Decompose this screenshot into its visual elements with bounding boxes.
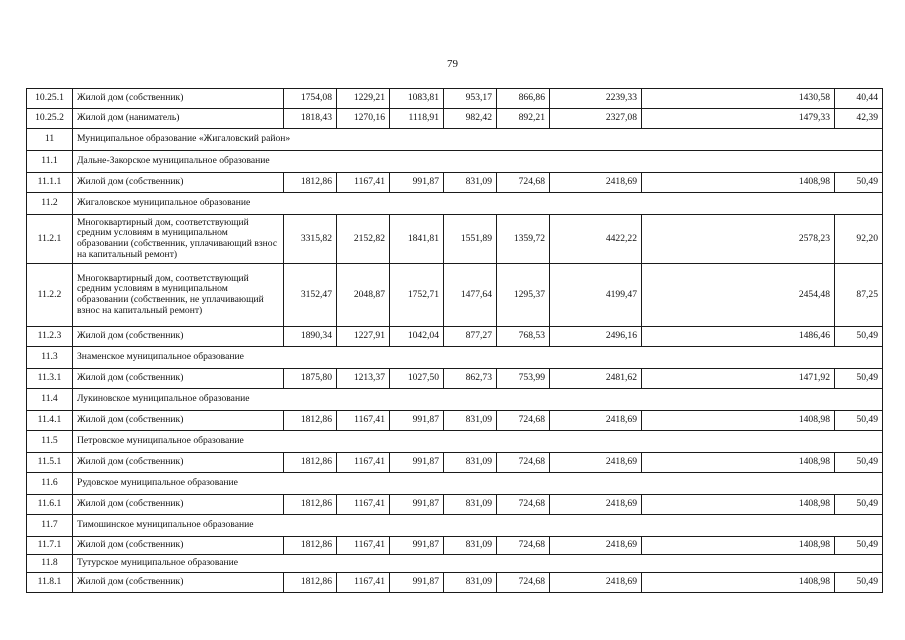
row-name: Жилой дом (собственник): [73, 89, 284, 109]
table-row: [27, 109, 883, 129]
row-name: Жилой дом (собственник): [73, 537, 284, 555]
section-title: Рудовское муниципальное образование: [73, 473, 883, 495]
value-cell: 1430,58: [642, 89, 835, 109]
value-cell: 1167,41: [337, 411, 390, 431]
value-cell: 40,44: [835, 89, 883, 109]
tariff-table: [26, 88, 883, 593]
section-title: Муниципальное образование «Жигаловский район»: [73, 129, 883, 151]
value-cell: 724,68: [497, 537, 550, 555]
value-cell: 2418,69: [550, 411, 642, 431]
value-cell: 4422,22: [550, 215, 642, 264]
value-cell: 1812,86: [284, 411, 337, 431]
value-cell: 50,49: [835, 327, 883, 347]
table-row: [27, 453, 883, 473]
value-cell: 1167,41: [337, 495, 390, 515]
value-cell: 1812,86: [284, 573, 337, 593]
table-body: [27, 89, 883, 593]
value-cell: 3152,47: [284, 264, 337, 327]
row-name: Жилой дом (собственник): [73, 173, 284, 193]
table-row: [27, 537, 883, 555]
value-cell: 1812,86: [284, 495, 337, 515]
value-cell: 1167,41: [337, 173, 390, 193]
value-cell: 1841,81: [390, 215, 444, 264]
value-cell: 1479,33: [642, 109, 835, 129]
section-row: [27, 515, 883, 537]
value-cell: 1408,98: [642, 573, 835, 593]
value-cell: 866,86: [497, 89, 550, 109]
row-name: Жилой дом (наниматель): [73, 109, 284, 129]
value-cell: 753,99: [497, 369, 550, 389]
value-cell: 1027,50: [390, 369, 444, 389]
value-cell: 1754,08: [284, 89, 337, 109]
row-code: 11.7.1: [27, 537, 73, 555]
row-code: 11.3: [27, 347, 73, 369]
row-code: 11.5: [27, 431, 73, 453]
section-row: [27, 129, 883, 151]
value-cell: 42,39: [835, 109, 883, 129]
value-cell: 2481,62: [550, 369, 642, 389]
value-cell: 3315,82: [284, 215, 337, 264]
row-name: Многоквартирный дом, соответствующий средним условиям в муниципальном образовании (собственник, уплачивающий взнос на капитальный ремонт): [73, 215, 284, 264]
value-cell: 1812,86: [284, 453, 337, 473]
value-cell: 724,68: [497, 495, 550, 515]
table-row: [27, 411, 883, 431]
section-row: [27, 193, 883, 215]
value-cell: 50,49: [835, 537, 883, 555]
value-cell: 92,20: [835, 215, 883, 264]
row-code: 10.25.2: [27, 109, 73, 129]
value-cell: 2578,23: [642, 215, 835, 264]
value-cell: 1229,21: [337, 89, 390, 109]
value-cell: 1408,98: [642, 173, 835, 193]
row-name: Жилой дом (собственник): [73, 573, 284, 593]
value-cell: 1295,37: [497, 264, 550, 327]
row-name: Жилой дом (собственник): [73, 495, 284, 515]
value-cell: 982,42: [444, 109, 497, 129]
value-cell: 1213,37: [337, 369, 390, 389]
value-cell: 1227,91: [337, 327, 390, 347]
section-title: Тутурское муниципальное образование: [73, 555, 883, 573]
value-cell: 831,09: [444, 453, 497, 473]
row-code: 11.2.1: [27, 215, 73, 264]
table-row: [27, 173, 883, 193]
value-cell: 831,09: [444, 173, 497, 193]
page-number: 79: [447, 58, 458, 70]
row-code: 11.2.2: [27, 264, 73, 327]
row-code: 11.3.1: [27, 369, 73, 389]
value-cell: 892,21: [497, 109, 550, 129]
value-cell: 831,09: [444, 573, 497, 593]
value-cell: 1818,43: [284, 109, 337, 129]
row-code: 11.8: [27, 555, 73, 573]
value-cell: 2496,16: [550, 327, 642, 347]
section-title: Петровское муниципальное образование: [73, 431, 883, 453]
table-row: [27, 215, 883, 264]
row-code: 11: [27, 129, 73, 151]
row-name: Жилой дом (собственник): [73, 453, 284, 473]
value-cell: 724,68: [497, 453, 550, 473]
value-cell: 831,09: [444, 411, 497, 431]
value-cell: 2152,82: [337, 215, 390, 264]
value-cell: 1890,34: [284, 327, 337, 347]
value-cell: 1118,91: [390, 109, 444, 129]
value-cell: 1270,16: [337, 109, 390, 129]
value-cell: 768,53: [497, 327, 550, 347]
value-cell: 1083,81: [390, 89, 444, 109]
value-cell: 1486,46: [642, 327, 835, 347]
value-cell: 4199,47: [550, 264, 642, 327]
value-cell: 2454,48: [642, 264, 835, 327]
value-cell: 953,17: [444, 89, 497, 109]
row-code: 11.4.1: [27, 411, 73, 431]
row-code: 10.25.1: [27, 89, 73, 109]
value-cell: 1042,04: [390, 327, 444, 347]
value-cell: 2418,69: [550, 537, 642, 555]
value-cell: 724,68: [497, 411, 550, 431]
value-cell: 1812,86: [284, 537, 337, 555]
section-row: [27, 555, 883, 573]
row-code: 11.2: [27, 193, 73, 215]
value-cell: 991,87: [390, 495, 444, 515]
value-cell: 991,87: [390, 411, 444, 431]
value-cell: 1551,89: [444, 215, 497, 264]
row-code: 11.8.1: [27, 573, 73, 593]
value-cell: 862,73: [444, 369, 497, 389]
section-title: Жигаловское муниципальное образование: [73, 193, 883, 215]
table-row: [27, 264, 883, 327]
table-row: [27, 327, 883, 347]
section-title: Дальне-Закорское муниципальное образование: [73, 151, 883, 173]
section-title: Лукиновское муниципальное образование: [73, 389, 883, 411]
table-row: [27, 495, 883, 515]
value-cell: 1408,98: [642, 537, 835, 555]
value-cell: 831,09: [444, 495, 497, 515]
value-cell: 50,49: [835, 173, 883, 193]
value-cell: 2418,69: [550, 495, 642, 515]
row-code: 11.4: [27, 389, 73, 411]
value-cell: 991,87: [390, 573, 444, 593]
section-row: [27, 151, 883, 173]
value-cell: 724,68: [497, 173, 550, 193]
row-code: 11.5.1: [27, 453, 73, 473]
row-code: 11.1: [27, 151, 73, 173]
value-cell: 2418,69: [550, 173, 642, 193]
section-row: [27, 347, 883, 369]
value-cell: 87,25: [835, 264, 883, 327]
value-cell: 1471,92: [642, 369, 835, 389]
value-cell: 1408,98: [642, 453, 835, 473]
value-cell: 1408,98: [642, 411, 835, 431]
row-name: Жилой дом (собственник): [73, 327, 284, 347]
value-cell: 2327,08: [550, 109, 642, 129]
section-title: Знаменское муниципальное образование: [73, 347, 883, 369]
value-cell: 50,49: [835, 495, 883, 515]
value-cell: 2239,33: [550, 89, 642, 109]
value-cell: 1477,64: [444, 264, 497, 327]
section-row: [27, 431, 883, 453]
row-name: Жилой дом (собственник): [73, 411, 284, 431]
value-cell: 2048,87: [337, 264, 390, 327]
value-cell: 991,87: [390, 173, 444, 193]
value-cell: 50,49: [835, 453, 883, 473]
value-cell: 50,49: [835, 411, 883, 431]
row-name: Жилой дом (собственник): [73, 369, 284, 389]
table-row: [27, 573, 883, 593]
section-title: Тимошинское муниципальное образование: [73, 515, 883, 537]
value-cell: 991,87: [390, 537, 444, 555]
value-cell: 1359,72: [497, 215, 550, 264]
value-cell: 1167,41: [337, 573, 390, 593]
value-cell: 1875,80: [284, 369, 337, 389]
row-name: Многоквартирный дом, соответствующий средним условиям в муниципальном образовании (собственник, не уплачивающий взнос на капитальный ремонт): [73, 264, 284, 327]
row-code: 11.6.1: [27, 495, 73, 515]
table-row: [27, 89, 883, 109]
value-cell: 991,87: [390, 453, 444, 473]
value-cell: 2418,69: [550, 453, 642, 473]
value-cell: 1167,41: [337, 453, 390, 473]
value-cell: 1812,86: [284, 173, 337, 193]
row-code: 11.7: [27, 515, 73, 537]
row-code: 11.1.1: [27, 173, 73, 193]
value-cell: 724,68: [497, 573, 550, 593]
table-row: [27, 369, 883, 389]
row-code: 11.6: [27, 473, 73, 495]
value-cell: 1167,41: [337, 537, 390, 555]
value-cell: 877,27: [444, 327, 497, 347]
value-cell: 50,49: [835, 573, 883, 593]
value-cell: 2418,69: [550, 573, 642, 593]
section-row: [27, 389, 883, 411]
value-cell: 831,09: [444, 537, 497, 555]
value-cell: 1408,98: [642, 495, 835, 515]
value-cell: 50,49: [835, 369, 883, 389]
section-row: [27, 473, 883, 495]
value-cell: 1752,71: [390, 264, 444, 327]
row-code: 11.2.3: [27, 327, 73, 347]
